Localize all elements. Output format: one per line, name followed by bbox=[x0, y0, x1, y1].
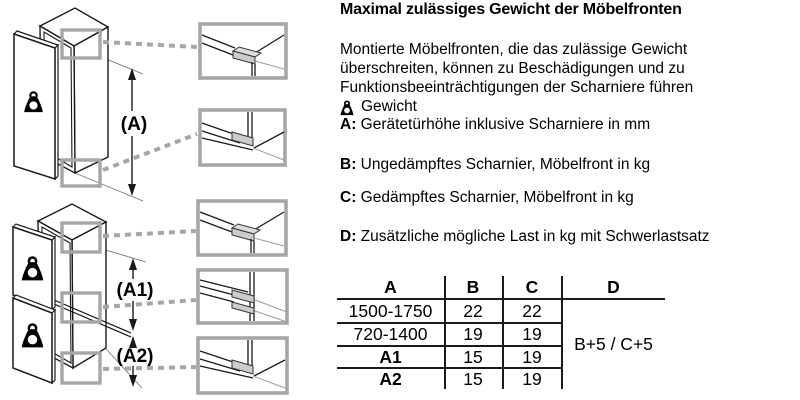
cell-a: A2 bbox=[379, 369, 402, 389]
table-line bbox=[337, 367, 562, 369]
col-header-c: C bbox=[525, 277, 539, 297]
legend-weight-label: Gewicht bbox=[361, 98, 417, 115]
cell-b: 15 bbox=[463, 369, 483, 389]
table-line bbox=[337, 298, 665, 300]
intro-line: Funktionsbeeinträchtigungen der Scharniere führen bbox=[340, 79, 694, 96]
page-title: Maximal zulässiges Gewicht der Möbelfronten bbox=[340, 1, 682, 18]
cell-c: 22 bbox=[522, 301, 542, 321]
dim-label-a2: (A2) bbox=[116, 346, 154, 367]
dim-label-a: (A) bbox=[120, 114, 148, 135]
legend-key: B: bbox=[340, 156, 357, 173]
table-line bbox=[337, 345, 562, 347]
table-line bbox=[337, 322, 562, 324]
intro-line: Montierte Möbelfronten, die das zulässige Gewicht bbox=[340, 41, 688, 58]
cell-c: 19 bbox=[522, 369, 542, 389]
legend-text: Zusätzliche mögliche Last in kg mit Schwerlastsatz bbox=[356, 228, 710, 245]
cell-b: 19 bbox=[463, 324, 483, 344]
dim-label-a1: (A1) bbox=[116, 280, 154, 301]
col-header-a: A bbox=[384, 277, 397, 297]
legend-text: Gerätetürhöhe inklusive Scharniere in mm bbox=[356, 116, 651, 133]
legend-key: C: bbox=[340, 189, 357, 206]
legend-key: A: bbox=[340, 116, 357, 133]
cell-c: 19 bbox=[522, 347, 542, 367]
table-line bbox=[561, 276, 563, 389]
col-header-d: D bbox=[607, 277, 620, 297]
cell-b: 15 bbox=[463, 347, 483, 367]
cell-b: 22 bbox=[463, 301, 483, 321]
legend-key: D: bbox=[340, 228, 357, 245]
legend-text: Ungedämpftes Scharnier, Möbelfront in kg bbox=[356, 156, 651, 173]
col-header-b: B bbox=[466, 277, 480, 297]
cell-c: 19 bbox=[522, 324, 542, 344]
legend-text: Gedämpftes Scharnier, Möbelfront in kg bbox=[356, 189, 634, 206]
table-line bbox=[502, 276, 504, 389]
cell-d-merged: B+5 / C+5 bbox=[574, 334, 653, 354]
cell-a: 720-1400 bbox=[353, 324, 428, 344]
cell-a: A1 bbox=[379, 347, 402, 367]
table-line bbox=[444, 276, 446, 389]
intro-line: überschreiten, können zu Beschädigungen und zu bbox=[340, 60, 685, 77]
cell-a: 1500-1750 bbox=[348, 301, 433, 321]
